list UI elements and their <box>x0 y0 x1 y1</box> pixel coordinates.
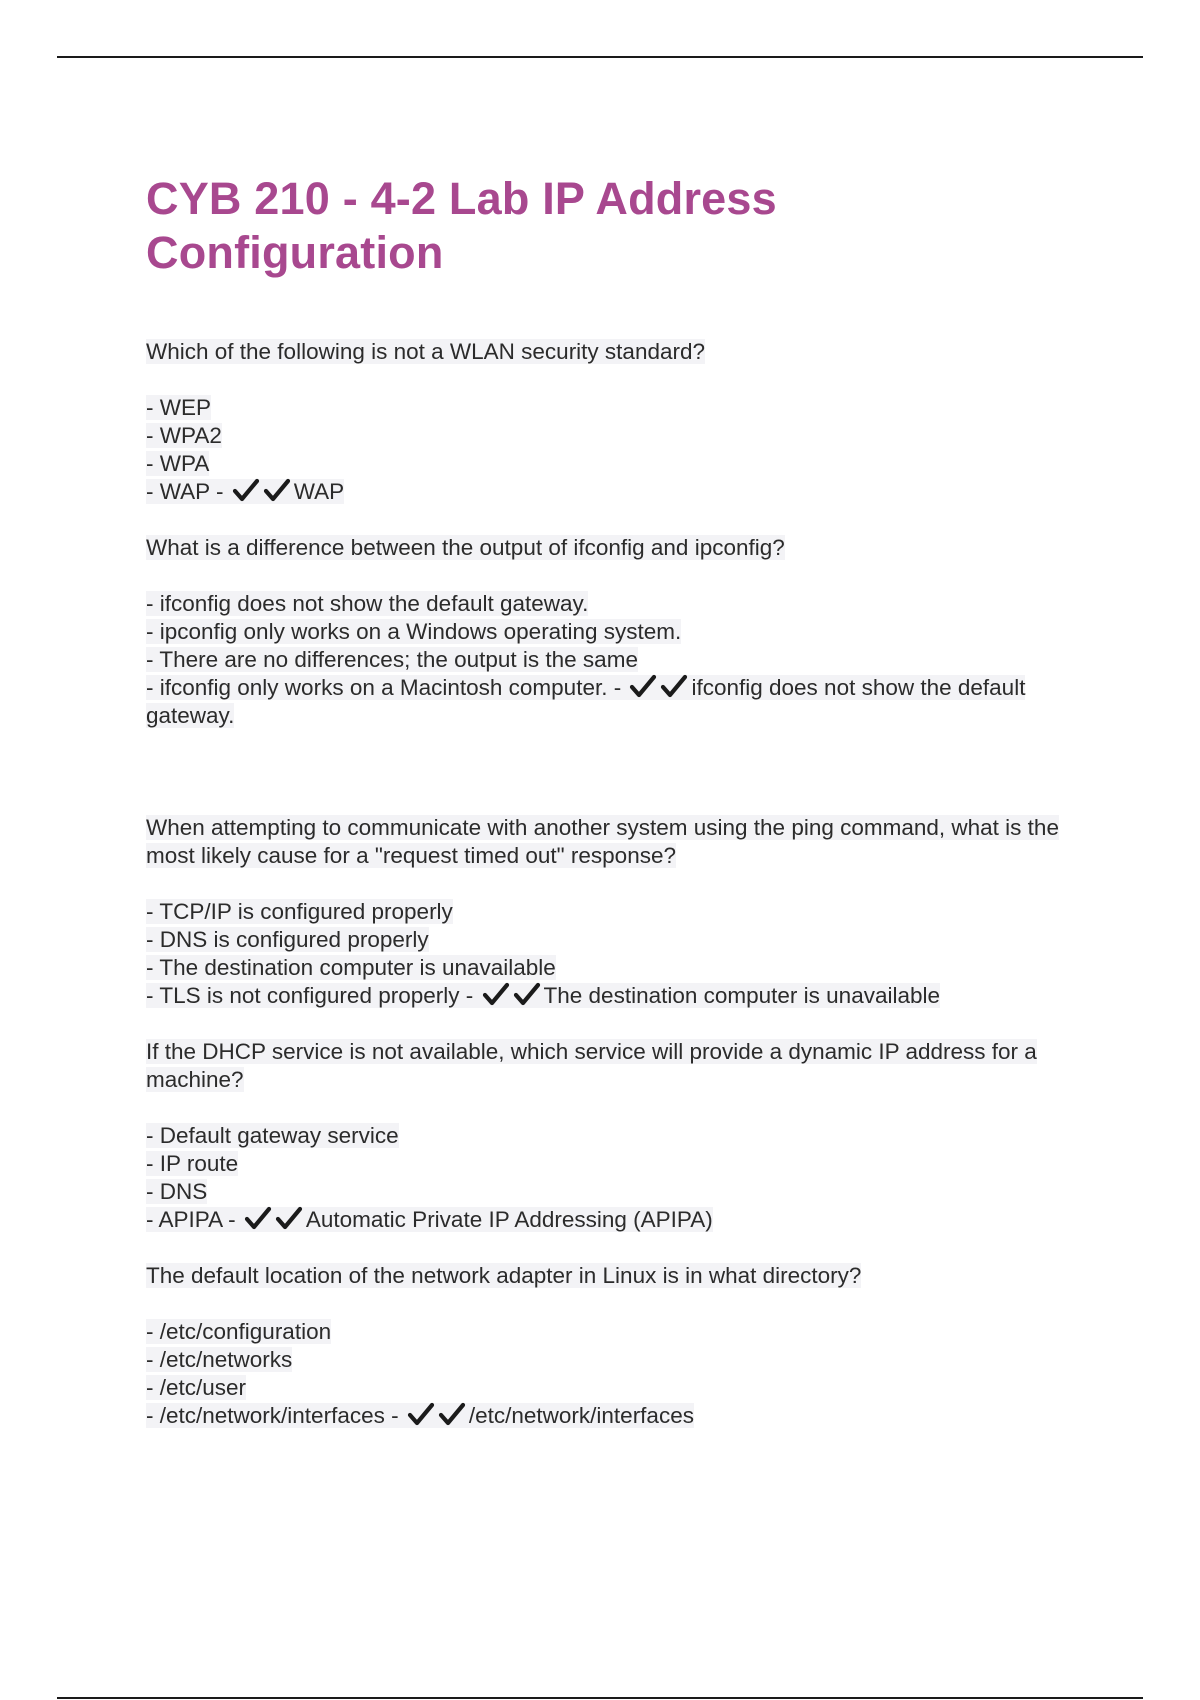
option-item: - /etc/configuration <box>146 1319 332 1344</box>
option-item: - DNS is configured properly <box>146 927 429 952</box>
option-item: - There are no differences; the output is the same <box>146 647 638 672</box>
option-item: - Default gateway service <box>146 1123 399 1148</box>
option-item: - /etc/user <box>146 1375 247 1400</box>
option-item-with-answer <box>146 478 1086 506</box>
option-item: - IP route <box>146 1151 239 1176</box>
answer-text: /etc/network/interfaces <box>468 1403 694 1428</box>
check-mark-icon <box>244 1206 304 1230</box>
question-text: If the DHCP service is not available, which service will provide a dynamic IP address for a machine? <box>146 1039 1037 1092</box>
question-text: The default location of the network adapter in Linux is in what directory? <box>146 1263 862 1288</box>
option-item: - ifconfig does not show the default gateway. <box>146 591 589 616</box>
check-mark-icon <box>629 674 689 698</box>
option-item: - WEP <box>146 395 211 420</box>
option-list <box>146 1318 1086 1430</box>
option-item-with-answer <box>146 1402 1086 1430</box>
check-mark-icon <box>482 982 542 1006</box>
header-rule <box>57 56 1143 58</box>
footer-rule <box>57 1697 1143 1699</box>
option-item: - TCP/IP is configured properly <box>146 899 453 924</box>
option-text: - APIPA - <box>146 1207 236 1232</box>
option-item: - WPA2 <box>146 423 222 448</box>
option-item: - ipconfig only works on a Windows operating system. <box>146 619 682 644</box>
question-block <box>146 1262 1086 1430</box>
document-body <box>146 172 1086 1430</box>
question-block <box>146 814 1086 1010</box>
question-block <box>146 338 1086 506</box>
option-list <box>146 898 1086 1010</box>
option-item-with-answer <box>146 1206 1086 1234</box>
option-item: - WPA <box>146 451 210 476</box>
option-list <box>146 590 1086 730</box>
option-item-with-answer <box>146 982 1086 1010</box>
option-text: - ifconfig only works on a Macintosh computer. - <box>146 675 622 700</box>
check-mark-icon <box>232 478 292 502</box>
option-list <box>146 394 1086 506</box>
option-text: - /etc/network/interfaces - <box>146 1403 399 1428</box>
answer-text: WAP <box>293 479 345 504</box>
answer-text: Automatic Private IP Addressing (APIPA) <box>305 1207 713 1232</box>
question-text: When attempting to communicate with another system using the ping command, what is the most likely cause for a "request timed out" response? <box>146 815 1059 868</box>
option-list <box>146 1122 1086 1234</box>
question-text: What is a difference between the output of ifconfig and ipconfig? <box>146 535 785 560</box>
check-mark-icon <box>407 1402 467 1426</box>
answer-text: ifconfig does not show the default gateway. <box>146 675 1026 728</box>
answer-text: The destination computer is unavailable <box>543 983 941 1008</box>
option-item: - The destination computer is unavailable <box>146 955 556 980</box>
option-item: - /etc/networks <box>146 1347 293 1372</box>
option-text: - TLS is not configured properly - <box>146 983 474 1008</box>
option-item: - DNS <box>146 1179 208 1204</box>
question-block <box>146 534 1086 730</box>
question-text: Which of the following is not a WLAN security standard? <box>146 339 706 364</box>
question-block <box>146 1038 1086 1234</box>
option-item-with-answer <box>146 674 1086 730</box>
page-title: CYB 210 - 4-2 Lab IP Address Configuration <box>146 173 777 278</box>
option-text: - WAP - <box>146 479 224 504</box>
